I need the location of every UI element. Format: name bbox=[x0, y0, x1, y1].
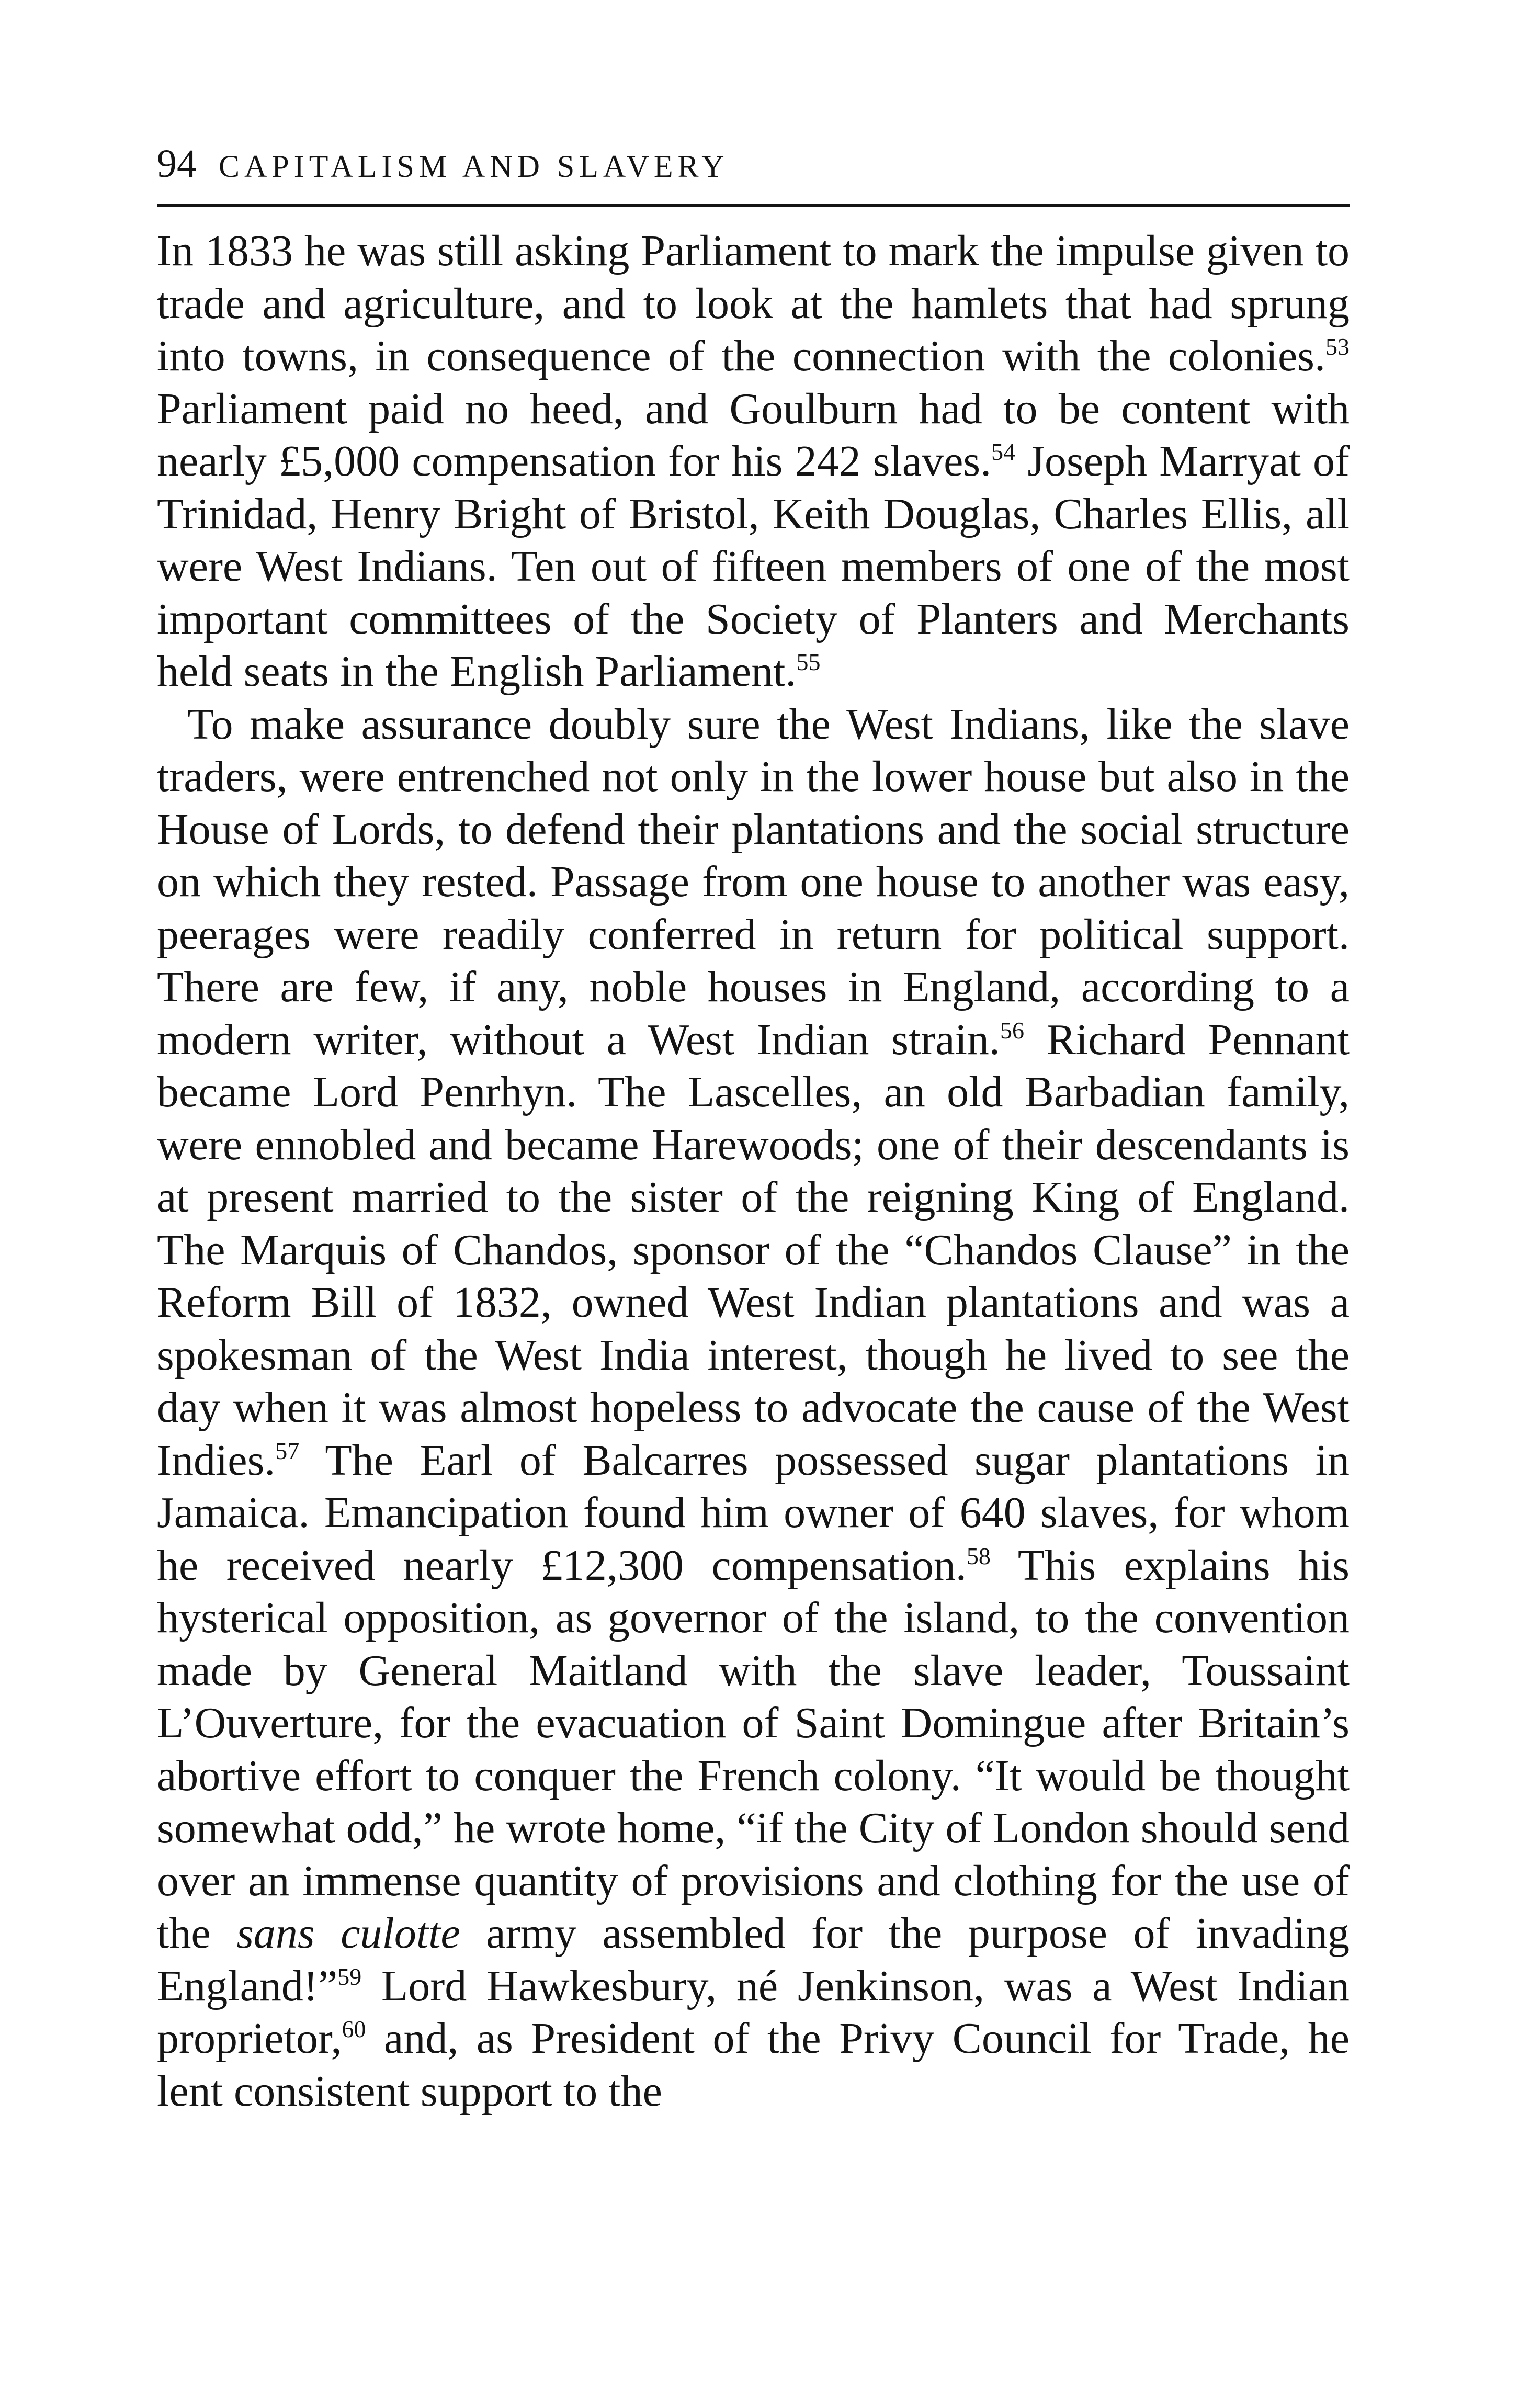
book-page bbox=[157, 141, 1350, 2118]
text-run: To make assurance doubly sure the West Indians, like the slave traders, were entrenched not only in the lower house but also in the House of Lords, to defend their plantations and the social structure on which they rested. Passage from one house to another was easy, peerages were readily conferred in return for political support. There are few, if any, noble houses in England, according to a modern writer, without a West Indian strain. bbox=[157, 699, 1350, 1064]
text-run: Richard Pennant became Lord Penrhyn. The Lascelles, an old Barbadian family, were ennobled and became Harewoods; one of their descendants is at present married to the sister of the reigning King of England. The Marquis of Chandos, sponsor of the “Chandos Clause” in the Reform Bill of 1832, owned West Indian plantations and was a spokesman of the West India interest, though he lived to see the day when it was almost hopeless to advocate the cause of the West Indies. bbox=[157, 1015, 1350, 1485]
footnote-ref: 56 bbox=[1000, 1016, 1024, 1044]
paragraph bbox=[157, 225, 1350, 698]
footnote-ref: 54 bbox=[991, 438, 1016, 465]
footnote-ref: 53 bbox=[1325, 333, 1350, 360]
page-number: 94 bbox=[157, 142, 197, 186]
footnote-ref: 58 bbox=[966, 1542, 991, 1569]
paragraph bbox=[157, 698, 1350, 2118]
footnote-ref: 60 bbox=[342, 2016, 366, 2042]
text-run: army assembled for the purpose of invading England!” bbox=[157, 1909, 1350, 2010]
text-run: and, as President of the Privy Council for Trade, he lent consistent support to the bbox=[157, 2014, 1350, 2116]
text-run: In 1833 he was still asking Parliament to mark the impulse given to trade and agriculture, and to look at the hamlets that had sprung into towns, in consequence of the connection with the colonies. bbox=[157, 227, 1350, 380]
footnote-ref: 57 bbox=[275, 1437, 300, 1464]
text-run: Parliament paid no heed, and Goulburn had to be content with nearly £5,000 compensation for his 242 slaves. bbox=[157, 384, 1350, 485]
footnote-ref: 55 bbox=[796, 649, 821, 675]
italic-text: sans culotte bbox=[236, 1909, 460, 1958]
footnote-ref: 59 bbox=[337, 1963, 362, 1990]
body-text bbox=[157, 225, 1350, 2118]
text-run: Joseph Marryat of Trinidad, Henry Bright of Bristol, Keith Douglas, Charles Ellis, all were West Indians. Ten out of fifteen members of one of the most important committees of the Society of Planters and Merchants held seats in the English Parliament. bbox=[157, 437, 1350, 696]
text-run: The Earl of Balcarres possessed sugar plantations in Jamaica. Emancipation found him owner of 640 slaves, for whom he received nearly £12,300 compensation. bbox=[157, 1435, 1350, 1590]
running-head bbox=[157, 141, 1350, 199]
header-rule bbox=[157, 204, 1350, 207]
text-run: Lord Hawkesbury, né Jenkinson, was a West Indian proprietor, bbox=[157, 1961, 1350, 2063]
text-run: This explains his hysterical opposition, as governor of the island, to the convention made by General Maitland with the slave leader, Toussaint L’Ouverture, for the evacuation of Saint Domingue after Britain’s abortive effort to conquer the French colony. “It would be thought somewhat odd,” he wrote home, “if the City of London should send over an immense quantity of provisions and clothing for the use of the bbox=[157, 1541, 1350, 1958]
running-title: CAPITALISM AND SLAVERY bbox=[219, 149, 729, 184]
